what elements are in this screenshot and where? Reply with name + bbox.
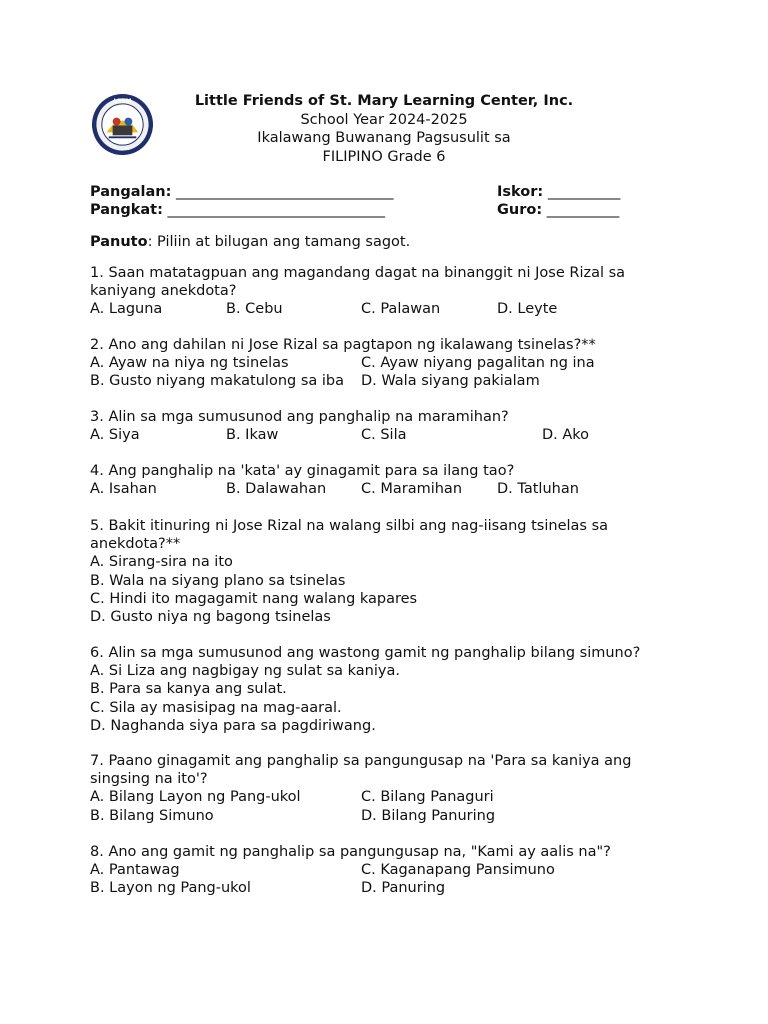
score-label: Iskor: xyxy=(497,184,544,200)
exam-title: Ikalawang Buwanang Pagsusulit sa xyxy=(257,130,511,146)
option-d[interactable]: D. Ako xyxy=(542,427,590,444)
question-text: 1. Saan matatagpuan ang magandang dagat na binanggit ni Jose Rizal sa xyxy=(90,265,626,281)
field-row-2 xyxy=(90,201,708,219)
option-b[interactable]: B. Cebu xyxy=(226,301,283,318)
option-c[interactable]: C. Kaganapang Pansimuno xyxy=(361,862,555,879)
teacher-blank: __________ xyxy=(546,202,620,218)
question-text: 3. Alin sa mga sumusunod ang panghalip na maramihan? xyxy=(90,409,509,425)
option-c[interactable]: C. Ayaw niyang pagalitan ng ina xyxy=(361,355,595,372)
question-3 xyxy=(90,408,690,444)
question-5 xyxy=(90,517,690,626)
option-c[interactable]: C. Hindi ito magagamit nang walang kapares xyxy=(90,590,418,607)
option-c[interactable]: C. Sila xyxy=(361,427,407,444)
option-b[interactable]: B. Bilang Simuno xyxy=(90,807,214,824)
option-a[interactable]: A. Pantawag xyxy=(90,862,180,879)
question-7 xyxy=(90,752,690,825)
name-label: Pangalan: xyxy=(90,184,172,200)
instruction xyxy=(90,233,410,251)
teacher-label: Guro: xyxy=(497,202,543,218)
option-a[interactable]: A. Si Liza ang nagbigay ng sulat sa kaniya. xyxy=(90,663,400,680)
name-field[interactable] xyxy=(90,183,394,201)
question-text: 5. Bakit itinuring ni Jose Rizal na walang silbi ang nag-iisang tsinelas sa xyxy=(90,518,609,534)
question-text: 7. Paano ginagamit ang panghalip sa pangungusap na 'Para sa kaniya ang xyxy=(90,753,632,769)
option-b[interactable]: B. Ikaw xyxy=(226,427,279,444)
option-a[interactable]: A. Laguna xyxy=(90,301,163,318)
question-8 xyxy=(90,843,690,898)
option-b[interactable]: B. Wala na siyang plano sa tsinelas xyxy=(90,572,346,589)
option-a[interactable]: A. Ayaw na niya ng tsinelas xyxy=(90,355,289,372)
section-label: Pangkat: xyxy=(90,202,163,218)
option-a[interactable]: A. Siya xyxy=(90,427,140,444)
option-d[interactable]: D. Bilang Panuring xyxy=(361,807,496,824)
question-text: singsing na ito'? xyxy=(90,771,208,788)
question-text: anekdota?** xyxy=(90,536,181,553)
school-logo xyxy=(91,93,154,156)
question-text: 4. Ang panghalip na 'kata' ay ginagamit para sa ilang tao? xyxy=(90,463,515,479)
teacher-field[interactable] xyxy=(497,201,619,219)
score-field[interactable] xyxy=(497,183,620,201)
option-d[interactable]: D. Panuring xyxy=(361,880,446,897)
option-d[interactable]: D. Tatluhan xyxy=(497,481,579,498)
option-d[interactable]: D. Leyte xyxy=(497,301,558,318)
option-b[interactable]: B. Layon ng Pang-ukol xyxy=(90,880,251,897)
option-b[interactable]: B. Gusto niyang makatulong sa iba xyxy=(90,373,344,390)
section-field[interactable] xyxy=(90,201,385,219)
instruction-text: : Piliin at bilugan ang tamang sagot. xyxy=(147,234,411,250)
option-d[interactable]: D. Naghanda siya para sa pagdiriwang. xyxy=(90,717,376,734)
name-blank: ______________________________ xyxy=(176,184,394,200)
question-text: kaniyang anekdota? xyxy=(90,283,237,300)
school-name: Little Friends of St. Mary Learning Center, Inc. xyxy=(194,93,574,109)
instruction-label: Panuto xyxy=(90,234,148,250)
field-row-1 xyxy=(90,183,708,201)
option-b[interactable]: B. Dalawahan xyxy=(226,481,327,498)
option-c[interactable]: C. Maramihan xyxy=(361,481,463,498)
svg-text:LFSM: LFSM xyxy=(113,98,132,105)
option-c[interactable]: C. Palawan xyxy=(361,301,441,318)
option-a[interactable]: A. Bilang Layon ng Pang-ukol xyxy=(90,789,301,806)
score-blank: __________ xyxy=(547,184,621,200)
option-a[interactable]: A. Isahan xyxy=(90,481,157,498)
option-d[interactable]: D. Wala siyang pakialam xyxy=(361,373,540,390)
section-blank: ______________________________ xyxy=(167,202,385,218)
document-header xyxy=(150,92,618,166)
school-year: School Year 2024-2025 xyxy=(300,111,468,128)
option-c[interactable]: C. Sila ay masisipag na mag-aaral. xyxy=(90,699,342,716)
question-4 xyxy=(90,462,690,498)
question-6 xyxy=(90,644,690,735)
question-text: 6. Alin sa mga sumusunod ang wastong gamit ng panghalip bilang simuno? xyxy=(90,645,641,661)
option-a[interactable]: A. Sirang-sira na ito xyxy=(90,554,233,571)
option-d[interactable]: D. Gusto niya ng bagong tsinelas xyxy=(90,609,331,626)
option-c[interactable]: C. Bilang Panaguri xyxy=(361,789,494,806)
subject-title: FILIPINO Grade 6 xyxy=(322,148,446,165)
question-2 xyxy=(90,336,690,391)
question-1 xyxy=(90,264,690,319)
question-text: 2. Ano ang dahilan ni Jose Rizal sa pagtapon ng ikalawang tsinelas?** xyxy=(90,337,596,353)
option-b[interactable]: B. Para sa kanya ang sulat. xyxy=(90,681,287,698)
question-text: 8. Ano ang gamit ng panghalip sa pangungusap na, "Kami ay aalis na"? xyxy=(90,844,611,860)
